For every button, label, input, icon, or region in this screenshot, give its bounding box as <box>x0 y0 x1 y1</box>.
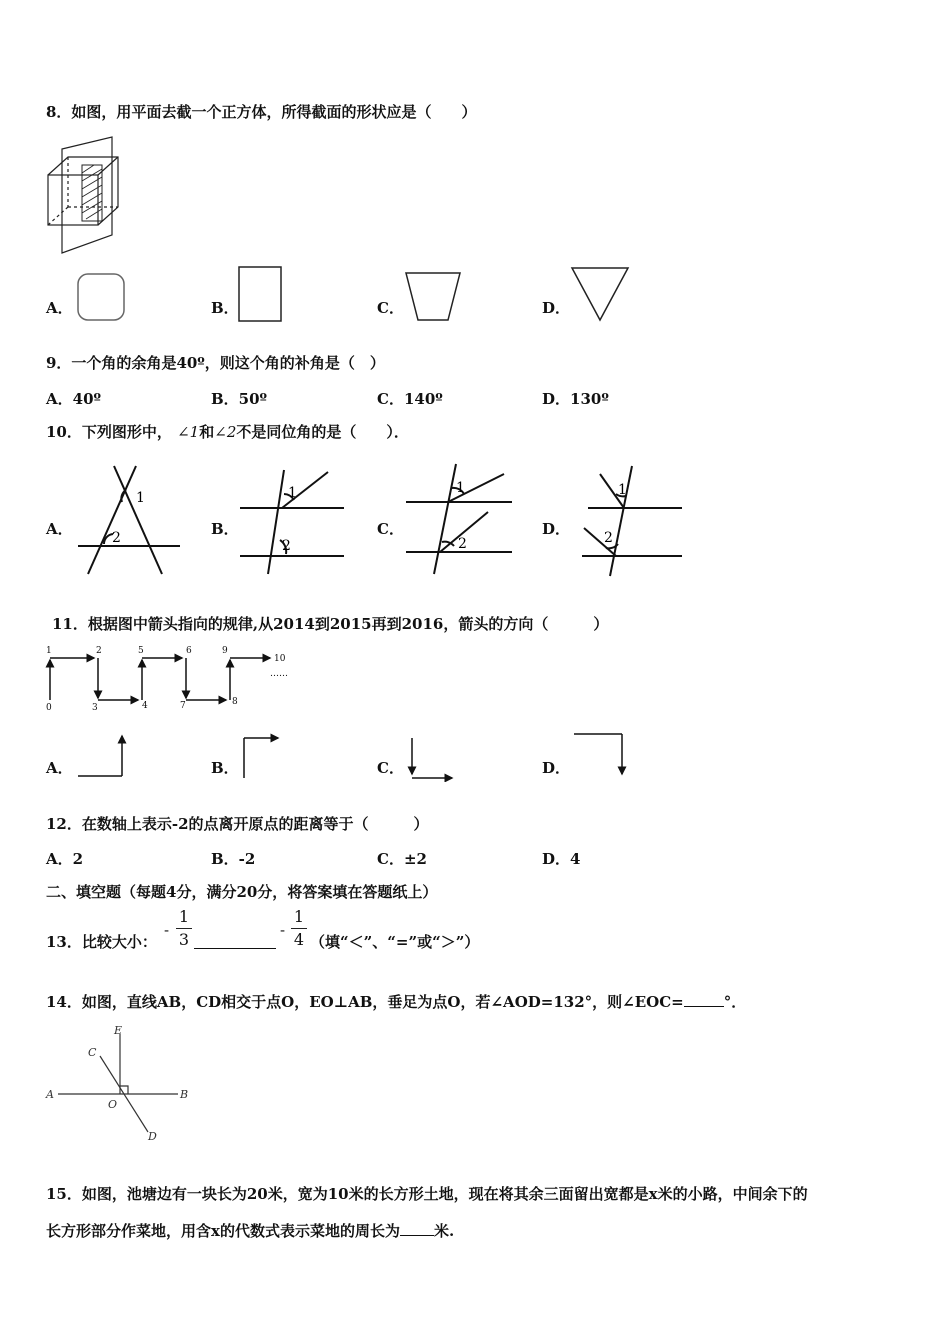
q13-fraction-2 <box>291 908 307 949</box>
q11-num-4: 4 <box>142 701 148 711</box>
q15-answer-blank[interactable] <box>400 1221 434 1236</box>
q11-num-3: 3 <box>92 703 98 713</box>
q13-answer-blank[interactable] <box>194 932 276 949</box>
q10-option-d[interactable]: D． <box>542 520 571 538</box>
q9-option-a[interactable]: A．40º <box>46 390 102 408</box>
q10-and: 和 <box>199 423 215 441</box>
q10-d-label-1: 1 <box>618 482 627 498</box>
q11-num-7: 7 <box>180 701 186 711</box>
q13-frac2-denominator: 4 <box>293 930 305 949</box>
q11-num-9: 9 <box>222 646 228 656</box>
q10-a-label-1: 1 <box>136 490 145 506</box>
q11-num-6: 6 <box>186 646 192 656</box>
q10-figure-a <box>74 462 184 577</box>
q11-num-8: 8 <box>232 697 238 707</box>
q11-num-0: 0 <box>46 703 52 713</box>
q9-stem: 9．一个角的余角是40º，则这个角的补角是（ ） <box>46 354 385 372</box>
q8-option-d[interactable]: D． <box>542 299 571 317</box>
section2-title: 二、填空题（每题4分，满分20分，将答案填在答题纸上） <box>46 883 438 901</box>
q9-option-b[interactable]: B．50º <box>211 390 268 408</box>
q8-triangle-shape <box>569 265 631 323</box>
q10-angle2: ∠2 <box>214 423 237 441</box>
q13-suffix: （填“＜”、“=”或“＞”） <box>310 933 480 951</box>
q10-figure-b <box>238 462 348 577</box>
q9-option-d[interactable]: D．130º <box>542 390 609 408</box>
q14-label-c: C <box>88 1046 97 1059</box>
q14-answer-blank[interactable] <box>684 992 724 1007</box>
q13-prefix: 13．比较大小： <box>46 933 157 951</box>
q11-option-b[interactable]: B． <box>211 759 239 777</box>
q8-option-a[interactable]: A． <box>46 299 73 317</box>
q10-figure-c <box>404 460 516 578</box>
q10-stem <box>46 422 409 442</box>
q12-option-c[interactable]: C．±2 <box>377 850 427 868</box>
q10-a-label-2: 2 <box>112 530 121 546</box>
q8-option-b[interactable]: B． <box>211 299 239 317</box>
q15-line2-a: 长方形部分作菜地，用含x的代数式表示菜地的周长为 <box>46 1222 400 1240</box>
q10-angle1: ∠1 <box>177 423 200 441</box>
q14-label-b: B <box>180 1088 189 1101</box>
q15-line2 <box>46 1221 454 1241</box>
q13-frac2-numerator: 1 <box>293 907 305 926</box>
q13-frac1-denominator: 3 <box>178 930 190 949</box>
q12-stem: 12．在数轴上表示-2的点离开原点的距离等于（ ） <box>46 815 429 833</box>
q11-arrow-b <box>236 730 286 780</box>
q10-c-label-1: 1 <box>456 480 465 496</box>
q11-num-1: 1 <box>46 646 52 656</box>
q13-minus-2: - <box>280 921 286 939</box>
q14-stem-a: 14．如图，直线AB，CD相交于点O，EO⊥AB，垂足为点O，若∠AOD=132°，则∠EOC= <box>46 993 684 1011</box>
q9-option-c[interactable]: C．140º <box>377 390 443 408</box>
q12-option-a[interactable]: A．2 <box>46 850 84 868</box>
q10-figure-d <box>580 462 686 580</box>
q14-stem <box>46 992 746 1012</box>
q11-arrow-pattern-figure <box>40 642 300 714</box>
q14-label-o: O <box>108 1098 118 1111</box>
q15-line2-b: 米. <box>433 1222 455 1240</box>
q10-stem-suffix: 不是同位角的是（ ）． <box>236 423 409 441</box>
q10-b-label-1: 1 <box>288 485 297 501</box>
q11-stem: 11．根据图中箭头指向的规律,从2014到2015再到2016，箭头的方向（ ） <box>52 615 609 633</box>
q10-b-label-2: 2 <box>282 538 291 554</box>
q8-rounded-square-shape <box>76 272 126 322</box>
q14-stem-b: °． <box>723 993 747 1011</box>
q8-stem: 8．如图，用平面去截一个正方体，所得截面的形状应是（ ） <box>46 103 477 121</box>
q14-label-d: D <box>148 1130 157 1143</box>
q14-label-a: A <box>46 1088 54 1101</box>
q11-arrow-a <box>76 730 132 780</box>
q8-cube-figure <box>40 135 125 255</box>
q11-ellipsis: …… <box>270 669 288 679</box>
q14-label-e: E <box>114 1024 123 1037</box>
q10-stem-prefix: 10．下列图形中， <box>46 423 172 441</box>
q10-option-a[interactable]: A． <box>46 520 73 538</box>
q11-num-10: 10 <box>274 654 286 664</box>
q11-option-a[interactable]: A． <box>46 759 73 777</box>
q8-rectangle-shape <box>237 265 285 323</box>
q11-num-5: 5 <box>138 646 144 656</box>
q13-frac1-numerator: 1 <box>178 907 190 926</box>
q13-minus-1: - <box>164 921 170 939</box>
q13-fraction-1 <box>176 908 192 949</box>
q11-arrow-c <box>404 736 460 782</box>
q12-option-d[interactable]: D．4 <box>542 850 581 868</box>
q11-num-2: 2 <box>96 646 102 656</box>
q14-figure <box>44 1024 194 1144</box>
q8-option-c[interactable]: C． <box>377 299 404 317</box>
q10-c-label-2: 2 <box>458 536 467 552</box>
q10-option-b[interactable]: B． <box>211 520 239 538</box>
q8-trapezoid-shape <box>403 270 463 324</box>
q11-arrow-d <box>572 728 632 782</box>
q11-option-c[interactable]: C． <box>377 759 404 777</box>
q10-d-label-2: 2 <box>604 530 613 546</box>
q10-option-c[interactable]: C． <box>377 520 404 538</box>
q12-option-b[interactable]: B．-2 <box>211 850 256 868</box>
q11-option-d[interactable]: D． <box>542 759 571 777</box>
q15-line1: 15．如图，池塘边有一块长为20米，宽为10米的长方形土地，现在将其余三面留出宽都是x米的小路，中间余下的 <box>46 1185 808 1203</box>
